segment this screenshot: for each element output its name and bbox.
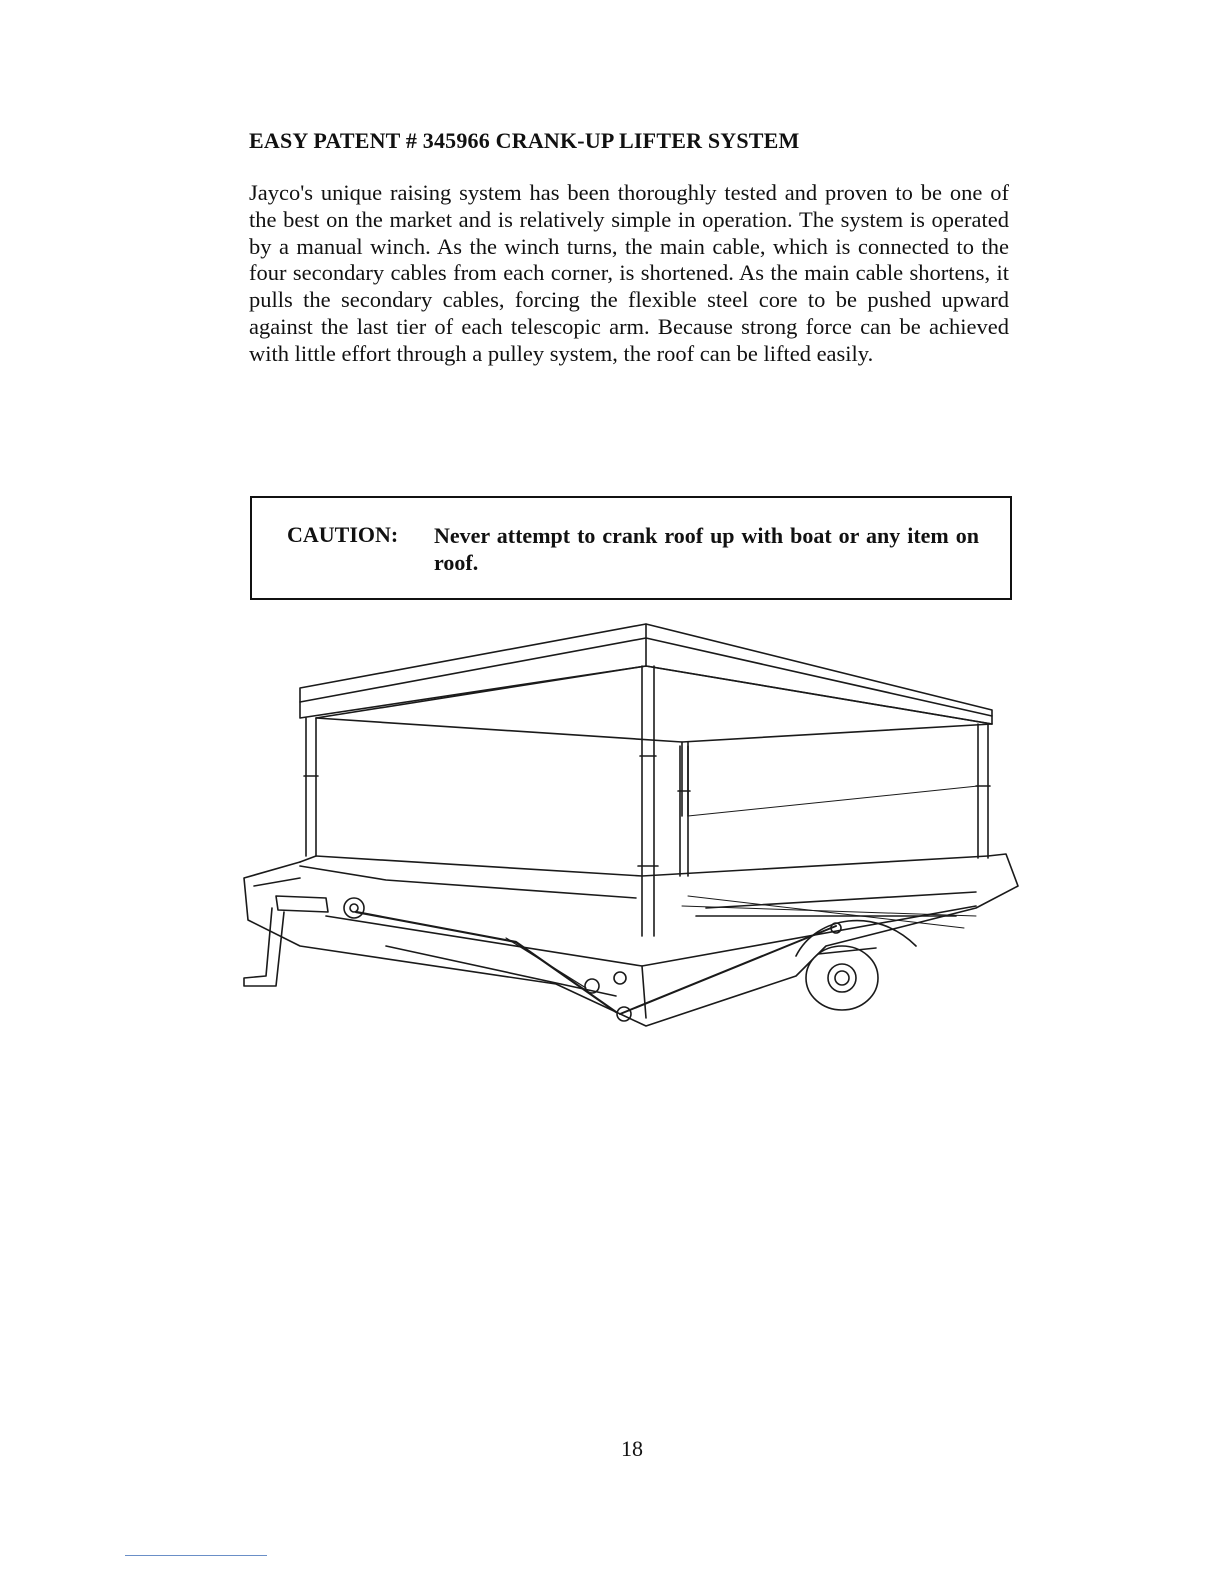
footer-rule — [125, 1555, 267, 1556]
lifter-system-figure — [236, 616, 1036, 1046]
page-number: 18 — [621, 1436, 643, 1461]
section-heading: EASY PATENT # 345966 CRANK-UP LIFTER SYSTEM — [249, 128, 800, 153]
caution-text: Never attempt to crank roof up with boat or any item on roof. — [434, 523, 979, 575]
caution-label: CAUTION: — [287, 522, 399, 547]
camper-lifter-illustration-icon — [236, 616, 1036, 1046]
description-paragraph: Jayco's unique raising system has been thoroughly tested and proven to be one of the best on the market and is relatively simple in operation. The system is operated by a manual winch. As the winch turns, the main cable, which is connected to the four secondary cables from each corner, is shortened. As the main cable shortens, it pulls the secondary cables, forcing the flexible steel core to be pushed upward against the last tier of each telescopic arm. Because strong force can be achieved with little effort through a pulley system, the roof can be lifted easily. — [249, 180, 1009, 366]
caution-box — [250, 496, 1012, 600]
